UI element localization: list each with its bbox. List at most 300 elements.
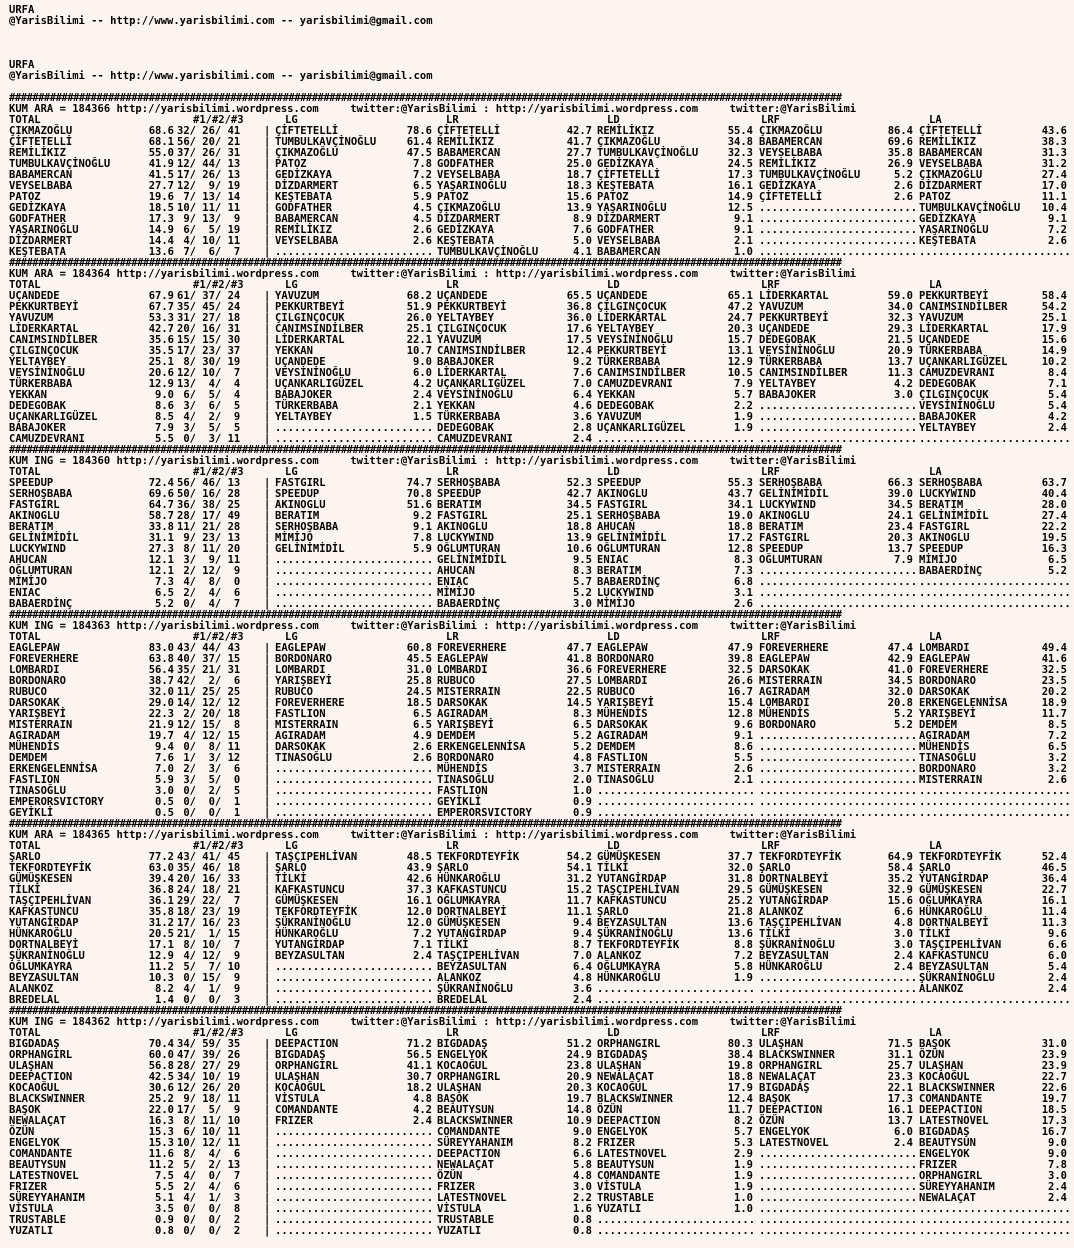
lr-score: 10.6 xyxy=(566,543,592,555)
lr-horse-name: REMİLİKIZ xyxy=(437,136,494,148)
lrf-horse-name: ULAŞHAN xyxy=(759,1038,804,1050)
horse-name: TAŞÇIPEHLİVAN xyxy=(9,895,92,907)
horse-name: HÜNKAROĞLU xyxy=(9,928,73,940)
column-divider: | xyxy=(264,224,271,236)
lg-horse-name: ORPHANGIRL xyxy=(275,1060,339,1072)
lr-score: 1.0 xyxy=(573,785,592,797)
la-horse-name: BABAMERCAN xyxy=(919,147,983,159)
total-score: 39.4 xyxy=(148,873,174,885)
total-score: 19.6 xyxy=(148,191,174,203)
lrf-score: 23.3 xyxy=(887,1071,913,1083)
ld-horse-name: GEDİZKAYA xyxy=(597,158,654,170)
la-score: 3.2 xyxy=(1048,752,1067,764)
lg-horse-name: ÇIKMAZOĞLU xyxy=(275,147,339,159)
lr-score: 27.5 xyxy=(566,675,592,687)
lg-horse-name: DİZDARMERT xyxy=(275,180,339,192)
lr-score: 20.9 xyxy=(566,1071,592,1083)
header-total: TOTAL xyxy=(9,279,41,291)
rank-counts: 11/ 21/ 28 xyxy=(177,521,241,533)
lr-score: 2.4 xyxy=(573,433,592,445)
lr-score: 2.8 xyxy=(573,422,592,434)
horse-name: NEWALAÇAT xyxy=(9,1115,66,1127)
horse-name: TRUSTABLE xyxy=(9,1214,66,1226)
lg-horse-name: REMİLİKIZ xyxy=(275,224,332,236)
column-divider: | xyxy=(264,917,271,929)
horse-name: OĞLUMTURAN xyxy=(9,565,73,577)
column-divider: | xyxy=(264,1104,271,1116)
ld-score: 17.3 xyxy=(727,169,753,181)
horse-name: EMPERORSVICTORY xyxy=(9,796,104,808)
horse-name: FOREVERHERE xyxy=(9,653,79,665)
lr-horse-name: DARSOKAK xyxy=(437,697,488,709)
rank-counts: 28/ 27/ 29 xyxy=(177,1060,241,1072)
lg-horse-name: ULAŞHAN xyxy=(275,1071,320,1083)
lg-horse-name: GEDİZKAYA xyxy=(275,169,332,181)
lg-score: 10.7 xyxy=(406,345,432,357)
la-horse-name: ŞÜKRANİNOĞLU xyxy=(919,972,995,984)
lg-horse-name: LOMBARDI xyxy=(275,664,326,676)
lr-horse-name: BERATIM xyxy=(437,499,482,511)
la-horse-name: ALANKOZ xyxy=(919,983,964,995)
header-lr: LR xyxy=(446,279,459,291)
la-score: 19.7 xyxy=(1041,1093,1067,1105)
contact-line: @YarisBilimi -- http://www.yarisbilimi.com -- yarisbilimi@gmail.com xyxy=(9,15,433,27)
lrf-empty-fill: ......................... xyxy=(759,797,918,808)
horse-name: LOMBARDI xyxy=(9,664,60,676)
lrf-horse-name: GELİNİMİDİL xyxy=(759,488,829,500)
lr-score: 24.9 xyxy=(566,1049,592,1061)
ld-horse-name: SERHOŞBABA xyxy=(597,510,661,522)
lg-score: 60.8 xyxy=(406,642,432,654)
lrf-score: 66.3 xyxy=(887,477,913,489)
column-divider: | xyxy=(264,136,271,148)
rank-counts: 0/ 8/ 11 xyxy=(177,741,241,753)
la-score: 23.9 xyxy=(1041,1049,1067,1061)
column-divider: | xyxy=(264,686,271,698)
total-score: 83.0 xyxy=(148,642,174,654)
lrf-score: 32.3 xyxy=(887,312,913,324)
lg-empty-fill: ......................... xyxy=(275,247,434,258)
ld-score: 29.5 xyxy=(727,884,753,896)
column-divider: | xyxy=(264,796,271,808)
lr-score: 5.2 xyxy=(573,741,592,753)
lg-horse-name: BIGDADAŞ xyxy=(275,1049,326,1061)
ld-horse-name: TÜRKERBABA xyxy=(597,356,661,368)
lr-horse-name: OĞLUMKAYRA xyxy=(437,895,501,907)
la-horse-name: LOMBARDI xyxy=(919,642,970,654)
lr-score: 18.3 xyxy=(566,180,592,192)
lr-horse-name: VEYSELBABA xyxy=(437,169,501,181)
horse-name: KEŞTEBATA xyxy=(9,246,66,258)
total-score: 5.9 xyxy=(155,774,174,786)
la-score: 2.6 xyxy=(1048,774,1067,786)
ld-horse-name: TINASOĞLU xyxy=(597,774,654,786)
horse-name: EAGLEPAW xyxy=(9,642,60,654)
ld-score: 8.8 xyxy=(734,939,753,951)
total-score: 21.9 xyxy=(148,719,174,731)
la-score: 2.4 xyxy=(1048,972,1067,984)
ld-score: 37.7 xyxy=(727,851,753,863)
ld-horse-name: OĞLUMKAYRA xyxy=(597,961,661,973)
la-horse-name: DEMDEM xyxy=(919,719,957,731)
lr-score: 52.3 xyxy=(566,477,592,489)
lg-empty-fill: ......................... xyxy=(275,1193,434,1204)
column-divider: | xyxy=(264,521,271,533)
lr-score: 42.7 xyxy=(566,125,592,137)
total-score: 5.5 xyxy=(155,433,174,445)
la-score: 5.4 xyxy=(1048,961,1067,973)
horse-name: GEYİKLİ xyxy=(9,807,54,819)
lr-horse-name: ÇIKMAZOĞLU xyxy=(437,202,501,214)
lg-horse-name: GODFATHER xyxy=(275,202,332,214)
total-score: 0.9 xyxy=(155,1214,174,1226)
lr-horse-name: BAŞOK xyxy=(437,1093,469,1105)
lr-horse-name: BORDONARO xyxy=(437,752,494,764)
lrf-horse-name: BIGDADAŞ xyxy=(759,1082,810,1094)
column-divider: | xyxy=(264,499,271,511)
lr-horse-name: ŞÜKRANİNOĞLU xyxy=(437,983,513,995)
total-score: 63.8 xyxy=(148,653,174,665)
rank-counts: 34/ 59/ 35 xyxy=(177,1038,241,1050)
lrf-horse-name: SPEEDUP xyxy=(759,543,804,555)
header-lr: LR xyxy=(446,114,459,126)
lrf-horse-name: ŞÜKRANİNOĞLU xyxy=(759,939,835,951)
la-empty-fill: ........................ xyxy=(919,434,1071,445)
la-horse-name: BABAERDİNÇ xyxy=(919,565,983,577)
ld-horse-name: ÇİFTETELLİ xyxy=(597,169,661,181)
la-score: 16.1 xyxy=(1041,895,1067,907)
horse-name: BIGDADAŞ xyxy=(9,1038,60,1050)
lg-horse-name: VEYSELBABA xyxy=(275,235,339,247)
horse-name: KAFKASTUNCU xyxy=(9,906,79,918)
la-score: 10.4 xyxy=(1041,202,1067,214)
lr-horse-name: BABAJOKER xyxy=(437,356,494,368)
la-score: 2.6 xyxy=(1048,235,1067,247)
la-score: 9.1 xyxy=(1048,213,1067,225)
lrf-horse-name: BABAJOKER xyxy=(759,389,816,401)
lrf-score: 7.9 xyxy=(894,554,913,566)
lg-score: 5.9 xyxy=(413,191,432,203)
ld-score: 5.3 xyxy=(734,1137,753,1149)
la-score: 17.0 xyxy=(1041,180,1067,192)
lr-score: 5.7 xyxy=(573,576,592,588)
lr-horse-name: DEDEGOBAK xyxy=(437,422,494,434)
ld-horse-name: LUCKYWIND xyxy=(597,587,654,599)
lr-horse-name: CAMUZDEVRANI xyxy=(437,433,513,445)
la-horse-name: LUCKYWIND xyxy=(919,488,976,500)
lr-score: 14.8 xyxy=(566,1104,592,1116)
la-score: 11.4 xyxy=(1041,906,1067,918)
lr-score: 8.9 xyxy=(573,213,592,225)
ld-horse-name: ULAŞHAN xyxy=(597,1060,642,1072)
rank-counts: 36/ 38/ 25 xyxy=(177,499,241,511)
lg-score: 2.6 xyxy=(413,741,432,753)
rank-counts: 12/ 44/ 13 xyxy=(177,158,241,170)
lg-horse-name: ŞÜKRANİNOĞLU xyxy=(275,917,351,929)
lr-horse-name: ENIAC xyxy=(437,576,469,588)
ld-score: 1.9 xyxy=(734,1181,753,1193)
la-horse-name: REMİLİKIZ xyxy=(919,136,976,148)
ld-horse-name: BERATIM xyxy=(597,565,642,577)
lrf-empty-fill: ......................... xyxy=(759,1204,918,1215)
column-divider: | xyxy=(264,785,271,797)
la-score: 52.4 xyxy=(1041,851,1067,863)
total-score: 53.3 xyxy=(148,312,174,324)
lrf-horse-name: LATESTNOVEL xyxy=(759,1137,829,1149)
total-score: 7.5 xyxy=(155,1170,174,1182)
lr-horse-name: KAFKASTUNCU xyxy=(437,884,507,896)
rank-counts: 4/ 8/ 0 xyxy=(177,576,241,588)
lrf-horse-name: OĞLUMTURAN xyxy=(759,554,823,566)
ld-score: 38.4 xyxy=(727,1049,753,1061)
lrf-empty-fill: ......................... xyxy=(759,1171,918,1182)
rank-counts: 21/ 1/ 15 xyxy=(177,928,241,940)
lg-horse-name: BORDONARO xyxy=(275,653,332,665)
la-empty-fill: ........................ xyxy=(919,1215,1071,1226)
horse-name: DEEPACTION xyxy=(9,1071,73,1083)
lr-horse-name: KOCAOĞUL xyxy=(437,1060,488,1072)
lg-empty-fill: ......................... xyxy=(275,1138,434,1149)
la-score: 3.0 xyxy=(1048,1170,1067,1182)
lr-horse-name: GODFATHER xyxy=(437,158,494,170)
la-horse-name: YARIŞBEYİ xyxy=(919,708,976,720)
ld-score: 19.0 xyxy=(727,510,753,522)
lr-horse-name: YELTAYBEY xyxy=(437,312,494,324)
total-score: 63.0 xyxy=(148,862,174,874)
lg-horse-name: EAGLEPAW xyxy=(275,642,326,654)
lrf-horse-name: FOREVERHERE xyxy=(759,642,829,654)
lr-score: 41.8 xyxy=(566,653,592,665)
horse-name: GODFATHER xyxy=(9,213,66,225)
la-horse-name: TAŞÇIPEHLİVAN xyxy=(919,939,1002,951)
lr-score: 6.6 xyxy=(573,1148,592,1160)
column-divider: | xyxy=(264,587,271,599)
la-score: 25.1 xyxy=(1041,312,1067,324)
lr-score: 0.8 xyxy=(573,1214,592,1226)
la-score: 9.0 xyxy=(1048,1148,1067,1160)
separator-line: ############################################################################################################################################### xyxy=(9,258,842,269)
race-section xyxy=(9,258,1069,445)
lr-horse-name: LUCKYWIND xyxy=(437,532,494,544)
total-score: 33.8 xyxy=(148,521,174,533)
lrf-empty-fill: ......................... xyxy=(759,412,918,423)
horse-name: MÜHENDİS xyxy=(9,741,60,753)
la-score: 17.9 xyxy=(1041,323,1067,335)
lr-score: 27.7 xyxy=(566,147,592,159)
header-lrf: LRF xyxy=(761,840,780,852)
lg-score: 68.2 xyxy=(406,290,432,302)
total-score: 41.9 xyxy=(148,158,174,170)
lr-score: 2.2 xyxy=(573,1192,592,1204)
lrf-empty-fill: ......................... xyxy=(759,984,918,995)
total-score: 12.9 xyxy=(148,950,174,962)
ld-horse-name: NEWALAÇAT xyxy=(597,1071,654,1083)
la-horse-name: CAMUZDEVRANI xyxy=(919,367,995,379)
la-horse-name: LATESTNOVEL xyxy=(919,1115,989,1127)
lg-empty-fill: ......................... xyxy=(275,555,434,566)
column-divider: | xyxy=(264,994,271,1006)
lg-score: 12.0 xyxy=(406,906,432,918)
lg-horse-name: TAŞÇIPEHLİVAN xyxy=(275,851,358,863)
race-section xyxy=(9,819,1069,1006)
header-total: TOTAL xyxy=(9,631,41,643)
lr-score: 0.9 xyxy=(573,807,592,819)
lg-score: 56.5 xyxy=(406,1049,432,1061)
lg-empty-fill: ......................... xyxy=(275,434,434,445)
la-horse-name: TİLKİ xyxy=(919,928,951,940)
column-divider: | xyxy=(264,202,271,214)
column-divider: | xyxy=(264,323,271,335)
lrf-horse-name: GEDİZKAYA xyxy=(759,180,816,192)
lr-horse-name: DORTNALBEYİ xyxy=(437,906,507,918)
lr-score: 9.4 xyxy=(573,917,592,929)
lr-horse-name: VEYSİNİNOĞLU xyxy=(437,389,513,401)
ld-horse-name: AKINOGLU xyxy=(597,488,648,500)
column-divider: | xyxy=(264,565,271,577)
rank-counts: 20/ 16/ 33 xyxy=(177,873,241,885)
rank-counts: 32/ 26/ 41 xyxy=(177,125,241,137)
column-divider: | xyxy=(264,301,271,313)
column-divider: | xyxy=(264,532,271,544)
total-score: 13.6 xyxy=(148,246,174,258)
total-score: 6.5 xyxy=(155,587,174,599)
lrf-score: 29.3 xyxy=(887,323,913,335)
lg-horse-name: KAFKASTUNCU xyxy=(275,884,345,896)
separator-line: ############################################################################################################################################### xyxy=(9,93,842,104)
column-divider: | xyxy=(264,972,271,984)
total-score: 31.1 xyxy=(148,532,174,544)
ld-score: 9.6 xyxy=(734,719,753,731)
lg-empty-fill: ......................... xyxy=(275,984,434,995)
lr-horse-name: AGIRADAM xyxy=(437,708,488,720)
total-score: 67.7 xyxy=(148,301,174,313)
ld-horse-name: YAŞARINOĞLU xyxy=(597,202,667,214)
rank-counts: 37/ 26/ 31 xyxy=(177,147,241,159)
column-divider: | xyxy=(264,1115,271,1127)
lr-score: 3.6 xyxy=(573,983,592,995)
lr-horse-name: TRUSTABLE xyxy=(437,1214,494,1226)
lrf-empty-fill: ......................... xyxy=(759,599,918,610)
lg-horse-name: PEKKURTBEYİ xyxy=(275,301,345,313)
lr-score: 2.0 xyxy=(573,774,592,786)
document xyxy=(9,5,1069,1237)
race-title: KUM ARA = 184366 http://yarisbilimi.wordpress.com twitter:@YarisBilimi : http://yarisbilimi.wordpress.com twitter:@YarisBilimi xyxy=(9,103,857,115)
ld-horse-name: BEYZASULTAN xyxy=(597,917,667,929)
lg-horse-name: TİLKİ xyxy=(275,873,307,885)
horse-name: BERATIM xyxy=(9,521,54,533)
la-horse-name: FOREVERHERE xyxy=(919,664,989,676)
rank-counts: 61/ 37/ 24 xyxy=(177,290,241,302)
la-horse-name: AGIRADAM xyxy=(919,730,970,742)
la-horse-name: MISTERRAIN xyxy=(919,774,983,786)
ld-horse-name: ŞARLO xyxy=(597,906,629,918)
lr-horse-name: GELİNİMİDİL xyxy=(437,554,507,566)
ld-horse-name: COMANDANTE xyxy=(597,1170,661,1182)
ld-score: 18.8 xyxy=(727,1071,753,1083)
ld-score: 20.3 xyxy=(727,323,753,335)
ld-score: 15.4 xyxy=(727,697,753,709)
lg-score: 4.2 xyxy=(413,378,432,390)
ld-score: 7.9 xyxy=(734,378,753,390)
lr-score: 17.6 xyxy=(566,323,592,335)
total-score: 12.9 xyxy=(148,378,174,390)
lrf-horse-name: MÜHENDİS xyxy=(759,708,810,720)
lrf-horse-name: BABAMERCAN xyxy=(759,136,823,148)
lrf-score: 35.2 xyxy=(887,873,913,885)
la-horse-name: YAVUZUM xyxy=(919,312,964,324)
horse-name: ÇILGINÇOCUK xyxy=(9,345,79,357)
lr-score: 36.0 xyxy=(566,312,592,324)
lrf-score: 17.3 xyxy=(887,1093,913,1105)
total-score: 30.6 xyxy=(148,1082,174,1094)
lg-empty-fill: ......................... xyxy=(275,1160,434,1171)
lrf-empty-fill: ......................... xyxy=(759,775,918,786)
lrf-score: 2.4 xyxy=(894,950,913,962)
la-horse-name: YUTANGİRDAP xyxy=(919,873,989,885)
la-horse-name: NEWALAÇAT xyxy=(919,1192,976,1204)
lrf-horse-name: DEDEGOBAK xyxy=(759,334,816,346)
la-score: 6.6 xyxy=(1048,939,1067,951)
lrf-score: 58.4 xyxy=(887,862,913,874)
lrf-empty-fill: ......................... xyxy=(759,247,918,258)
la-score: 49.4 xyxy=(1041,642,1067,654)
header-ld: LD xyxy=(607,279,620,291)
lg-horse-name: AKINOGLU xyxy=(275,499,326,511)
table-row xyxy=(9,808,1069,819)
horse-name: BEYZASULTAN xyxy=(9,972,79,984)
horse-name: SERHOŞBABA xyxy=(9,488,73,500)
la-horse-name: BLACKSWINNER xyxy=(919,1082,995,1094)
ld-score: 13.6 xyxy=(727,928,753,940)
la-score: 38.3 xyxy=(1041,136,1067,148)
la-horse-name: YELTAYBEY xyxy=(919,422,976,434)
header-ld: LD xyxy=(607,631,620,643)
lg-score: 6.5 xyxy=(413,719,432,731)
lrf-empty-fill: ......................... xyxy=(759,742,918,753)
ld-horse-name: BEAUTYSUN xyxy=(597,1159,654,1171)
header-lr: LR xyxy=(446,840,459,852)
total-score: 25.1 xyxy=(148,356,174,368)
ld-horse-name: TUMBULKAVÇİNOĞLU xyxy=(597,147,699,159)
lg-horse-name: COMANDANTE xyxy=(275,1104,339,1116)
rank-counts: 6/ 5/ 4 xyxy=(177,389,241,401)
ld-score: 12.8 xyxy=(727,708,753,720)
lrf-horse-name: MISTERRAIN xyxy=(759,675,823,687)
total-score: 16.3 xyxy=(148,1115,174,1127)
lg-empty-fill: ......................... xyxy=(275,786,434,797)
lrf-score: 13.7 xyxy=(887,1115,913,1127)
total-score: 35.8 xyxy=(148,906,174,918)
column-divider: | xyxy=(264,576,271,588)
ld-score: 55.4 xyxy=(727,125,753,137)
horse-name: YEKKAN xyxy=(9,389,47,401)
lg-empty-fill: ......................... xyxy=(275,797,434,808)
lr-score: 15.2 xyxy=(566,884,592,896)
lg-score: 61.4 xyxy=(406,136,432,148)
doc-title: URFA xyxy=(9,4,35,16)
lg-score: 70.8 xyxy=(406,488,432,500)
la-horse-name: FASTGIRL xyxy=(919,521,970,533)
lr-horse-name: TÜRKERBABA xyxy=(437,411,501,423)
total-score: 69.6 xyxy=(148,488,174,500)
column-divider: | xyxy=(264,180,271,192)
ld-horse-name: FRIZER xyxy=(597,1137,635,1149)
la-score: 18.9 xyxy=(1041,697,1067,709)
ld-horse-name: BIGDADAŞ xyxy=(597,1049,648,1061)
lg-score: 4.5 xyxy=(413,202,432,214)
rank-counts: 2/ 4/ 6 xyxy=(177,1181,241,1193)
lr-score: 18.8 xyxy=(566,521,592,533)
